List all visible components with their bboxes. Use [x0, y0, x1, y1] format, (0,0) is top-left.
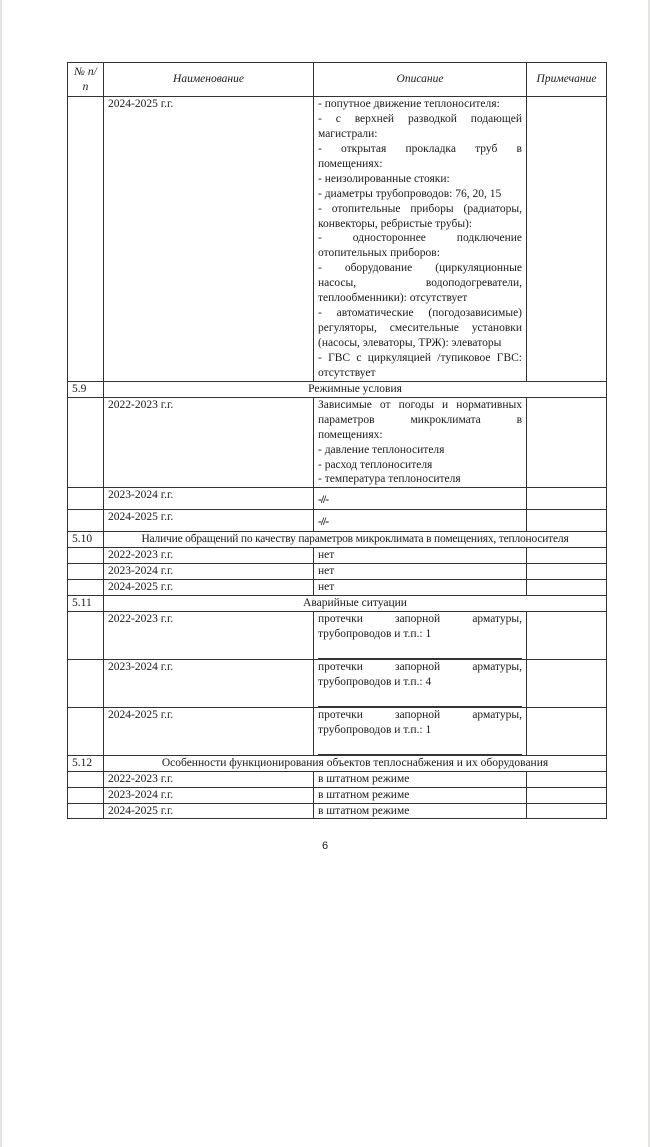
section-number: 5.12	[68, 755, 104, 771]
table-header-row	[68, 63, 607, 97]
desc-line: - давление теплоносителя	[318, 443, 445, 456]
desc-line: Зависимые от погоды и нормативных параметров микроклимата в помещениях:	[318, 398, 522, 441]
row-description: нет	[314, 564, 527, 580]
header-desc: Описание	[314, 63, 527, 97]
desc-text: протечки запорной арматуры, трубопроводов и т.п.: 1	[318, 708, 522, 736]
desc-line: - одностороннее подключение отопительных приборов:	[318, 232, 522, 260]
row-year: 2024-2025 г.г.	[104, 580, 314, 596]
section-title: Режимные условия	[104, 381, 607, 397]
row-description: в штатном режиме	[314, 787, 527, 803]
underline	[318, 744, 522, 755]
header-num: № п/п	[68, 63, 104, 97]
row-year: 2022-2023 г.г.	[104, 612, 314, 660]
desc-line: - диаметры трубопроводов: 76, 20, 15	[318, 187, 502, 200]
table-row	[68, 488, 607, 510]
desc-line: - с верхней разводкой подающей магистрали:	[318, 112, 522, 140]
table-row	[68, 787, 607, 803]
row-year: 2023-2024 г.г.	[104, 564, 314, 580]
row-year: 2023-2024 г.г.	[104, 787, 314, 803]
desc-text: протечки запорной арматуры, трубопроводов и т.п.: 4	[318, 660, 522, 688]
desc-text: протечки запорной арматуры, трубопроводов и т.п.: 1	[318, 613, 522, 640]
table-row	[68, 659, 607, 707]
header-name: Наименование	[104, 63, 314, 97]
table-row	[68, 548, 607, 564]
table-row	[68, 612, 607, 660]
row-description: нет	[314, 548, 527, 564]
section-title: Наличие обращений по качеству параметров микроклимата в помещениях, теплоносителя	[104, 532, 607, 548]
desc-line: - оборудование (циркуляционные насосы, водоподогреватели, теплообменники): отсутствует	[318, 262, 522, 305]
ditto-mark: -//-	[318, 494, 329, 507]
header-note: Примечание	[527, 63, 607, 97]
section-title: Особенности функционирования объектов теплоснабжения и их оборудования	[104, 755, 607, 771]
desc-line: - ГВС с циркуляцией /тупиковое ГВС: отсутствует	[318, 351, 522, 379]
section-row	[68, 755, 607, 771]
section-number: 5.9	[68, 381, 104, 397]
desc-line: - расход теплоносителя	[318, 458, 433, 471]
row-description: в штатном режиме	[314, 771, 527, 787]
desc-line: - неизолированные стояки:	[318, 172, 450, 185]
row-year: 2023-2024 г.г.	[104, 659, 314, 707]
table-row	[68, 564, 607, 580]
row-description	[314, 488, 527, 510]
table-row	[68, 397, 607, 488]
row-description	[314, 97, 527, 382]
section-number: 5.11	[68, 596, 104, 612]
desc-line: - отопительные приборы (радиаторы, конвекторы, ребристые трубы):	[318, 202, 522, 230]
section-number: 5.10	[68, 532, 104, 548]
section-row	[68, 381, 607, 397]
table-row	[68, 707, 607, 755]
desc-line: - открытая прокладка труб в помещениях:	[318, 142, 522, 170]
desc-line: - попутное движение теплоносителя:	[318, 98, 500, 110]
desc-line: - температура теплоносителя	[318, 473, 461, 486]
row-year: 2024-2025 г.г.	[104, 510, 314, 532]
row-description	[314, 612, 527, 660]
row-description	[314, 397, 527, 488]
row-description: нет	[314, 580, 527, 596]
row-year: 2024-2025 г.г.	[104, 803, 314, 819]
row-year: 2023-2024 г.г.	[104, 488, 314, 510]
row-description: в штатном режиме	[314, 803, 527, 819]
row-year: 2022-2023 г.г.	[104, 771, 314, 787]
row-year: 2022-2023 г.г.	[104, 397, 314, 488]
page-number: 6	[321, 840, 329, 852]
data-table	[67, 62, 607, 819]
row-description	[314, 707, 527, 755]
table-row	[68, 510, 607, 532]
row-description	[314, 659, 527, 707]
table-row	[68, 97, 607, 382]
section-title: Аварийные ситуации	[104, 596, 607, 612]
section-row	[68, 532, 607, 548]
scan-edge-left	[0, 0, 2, 1147]
row-year: 2024-2025 г.г.	[104, 97, 314, 382]
ditto-mark: -//-	[318, 516, 329, 529]
row-year: 2024-2025 г.г.	[104, 707, 314, 755]
table-row	[68, 580, 607, 596]
table-row	[68, 803, 607, 819]
section-row	[68, 596, 607, 612]
underline	[318, 648, 522, 659]
underline	[318, 696, 522, 707]
row-description	[314, 510, 527, 532]
desc-line: - автоматические (погодозависимые) регуляторы, смесительные установки (насосы, элеваторы, ТРЖ): элеваторы	[318, 307, 522, 349]
row-year: 2022-2023 г.г.	[104, 548, 314, 564]
table-row	[68, 771, 607, 787]
